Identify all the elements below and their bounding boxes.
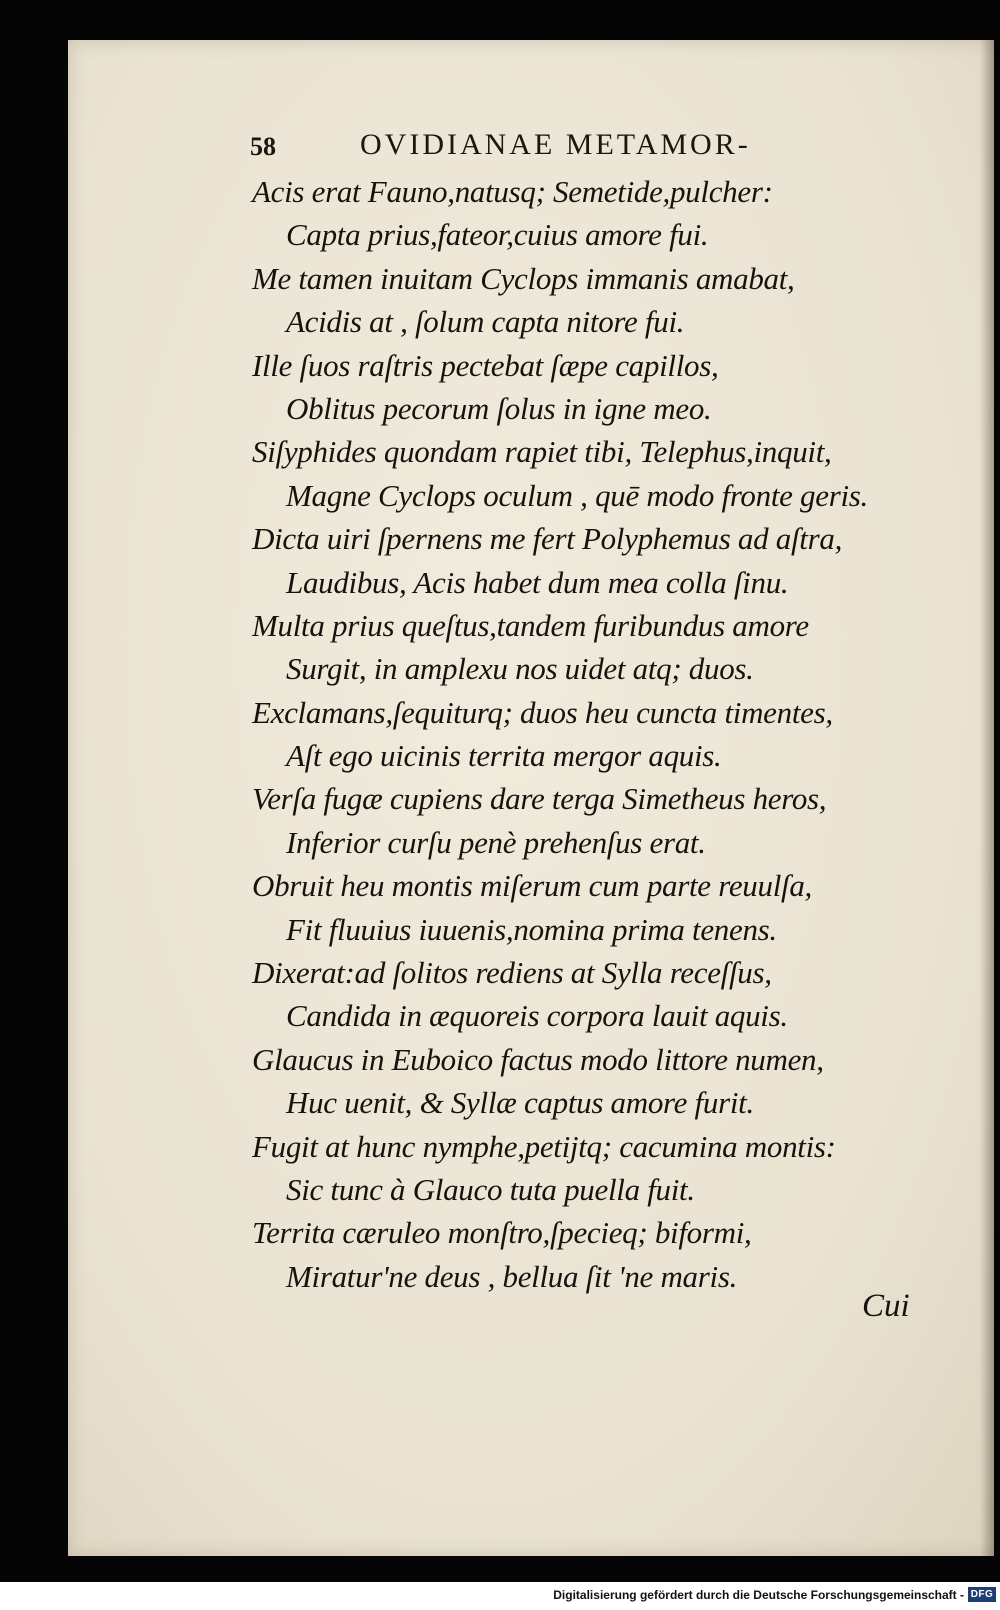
verse-line: Candida in æquoreis corpora lauit aquis. (286, 998, 788, 1034)
verse-line: Huc uenit, & Syllæ captus amore furit. (286, 1085, 754, 1121)
dfg-logo: DFG (968, 1587, 996, 1602)
verse-line: Verſa fugæ cupiens dare terga Simetheus heros, (252, 781, 827, 817)
verse-line: Fit fluuius iuuenis,nomina prima tenens. (286, 911, 777, 947)
page-edge-shadow (980, 40, 994, 1556)
verse-line: Dicta uiri ſpernens me fert Polyphemus ad aſtra, (252, 521, 843, 557)
catchword: Cui (862, 1288, 910, 1324)
verse-line: Ille ſuos raſtris pectebat ſæpe capillos, (252, 347, 719, 383)
digitization-footer (0, 1582, 1000, 1610)
verse-line: Oblitus pecorum ſolus in igne meo. (286, 390, 712, 426)
running-head (250, 128, 870, 168)
page-number: 58 (250, 132, 276, 161)
verse-line: Obruit heu montis miſerum cum parte reuulſa, (252, 868, 812, 904)
verse-line: Me tamen inuitam Cyclops immanis amabat, (252, 260, 795, 296)
verse-line: Exclamans,ſequiturq; duos heu cuncta timentes, (252, 694, 833, 730)
verse-line: Acis erat Fauno,natusq; Semetide,pulcher: (252, 174, 773, 209)
verse-line: Laudibus, Acis habet dum mea colla ſinu. (286, 564, 789, 600)
verse-line: Miratur'ne deus , bellua ſit 'ne maris. (286, 1258, 738, 1294)
verse-line: Glaucus in Euboico factus modo littore numen, (252, 1041, 824, 1077)
verse-line: Sic tunc à Glauco tuta puella fuit. (286, 1171, 695, 1207)
verse-line: Dixerat:ad ſolitos rediens at Sylla receſſus, (252, 955, 772, 991)
verse-line: Multa prius queſtus,tandem furibundus amore (252, 607, 809, 643)
verse-line: Inferior curſu penè prehenſus erat. (286, 824, 706, 860)
verse-line: Fugit at hunc nymphe,petijtq; cacumina montis: (252, 1128, 836, 1164)
book-page (68, 40, 994, 1556)
verse-line: Territa cæruleo monſtro,ſpecieq; biformi, (252, 1215, 752, 1251)
running-title: OVIDIANAE METAMOR- (360, 128, 751, 161)
verse-line: Siſyphides quondam rapiet tibi, Telephus,inquit, (252, 434, 832, 470)
verse-line: Capta prius,fateor,cuius amore fui. (286, 217, 709, 253)
verse-line: Aſt ego uicinis territa mergor aquis. (286, 738, 722, 774)
verse-line: Magne Cyclops oculum , quē modo fronte geris. (286, 477, 869, 513)
verse-line: Surgit, in amplexu nos uidet atq; duos. (286, 651, 754, 687)
funding-notice: Digitalisierung gefördert durch die Deutsche Forschungsgemeinschaft - (553, 1588, 964, 1602)
verse-line: Acidis at , ſolum capta nitore fui. (286, 304, 685, 340)
verse-text (252, 170, 952, 1298)
